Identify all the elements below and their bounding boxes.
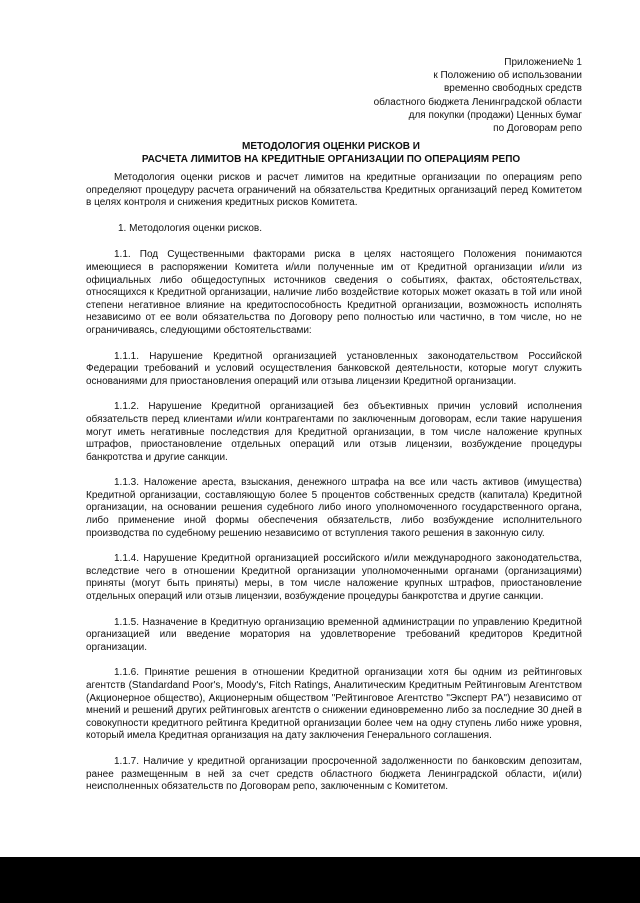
intro-paragraph: Методология оценки рисков и расчет лимитов на кредитные организации по операциям репо определяют процедуру расчета ограничений на обязательства Кредитных организаций перед Комитетом в целях контроля и снижения кредитных рисков Комитета. (86, 172, 582, 209)
title-line-1: МЕТОДОЛОГИЯ ОЦЕНКИ РИСКОВ И (242, 141, 420, 152)
paragraph-1-1-5: 1.1.5. Назначение в Кредитную организацию временной администрации по управлению Кредитной организацией или введение моратория на удовлетворение требований кредиторов Кредитной организации. (86, 616, 582, 653)
paragraph-1-1: 1.1. Под Существенными факторами риска в целях настоящего Положения понимаются имеющиеся в распоряжении Комитета и/или полученные им от Кредитной организации и/или из официальных либо общедоступных источников сведения о событиях, фактах, обстоятельствах, относящихся к Кредитной организации, наличие либо воздействие которых может оказать в той или иной степени негативное влияние на кредитоспособность Кредитной организации, возможность исполнять независимо от ее воли обязательства по Договору репо полностью или частично, в том числе, но не ограничиваясь, следующими обстоятельствами: (86, 249, 582, 336)
appendix-line: к Положению об использовании (433, 70, 582, 82)
appendix-line: для покупки (продажи) Ценных бумаг (408, 109, 582, 121)
document-body (86, 172, 582, 807)
paragraph-1-1-2: 1.1.2. Нарушение Кредитной организацией без объективных причин условий исполнения обязательств перед клиентами и/или контрагентами по заключенным договорам, если такие нарушения могут иметь негативные последствия для Кредитной организации, в том числе наложение крупных штрафов, приостановление отдельных операций или отзыв лицензии, возбуждение процедуры банкротства и другие санкции. (86, 401, 582, 463)
appendix-header (374, 56, 582, 135)
section-heading: 1. Методология оценки рисков. (118, 222, 262, 234)
paragraph-1-1-7: 1.1.7. Наличие у кредитной организации просроченной задолженности по банковским депозитам, ранее размещенным в ней за счет средств областного бюджета Ленинградской области, и(или) неисполненных обязательств по Договорам репо, заключенным с Комитетом. (86, 755, 582, 793)
title-line-2: РАСЧЕТА ЛИМИТОВ НА КРЕДИТНЫЕ ОРГАНИЗАЦИИ ПО ОПЕРАЦИЯМ РЕПО (141, 154, 521, 165)
paragraph-1-1-1: 1.1.1. Нарушение Кредитной организацией установленных законодательством Российской Федерации требований и условий осуществления банковской деятельности, которые могут служить основаниями для приостановления операций или отзыва лицензии Кредитной организации. (86, 350, 582, 387)
paragraph-1-1-6: 1.1.6. Принятие решения в отношении Кредитной организации хотя бы одним из рейтинговых агентств (Standardand Poor's, Moody's, Fitch Ratings, Аналитическим Кредитным Рейтинговым Агентством (Акционерное общество), Акционерным обществом "Рейтинговое Агентство "Эксперт РА") независимо от мнений и решений других рейтинговых агентств о снижении единовременно либо за последние 30 дней в совокупности кредитного рейтинга Кредитной организации более чем на одну ступень либо ниже уровня, который имела Кредитная организация на дату заключения Генерального соглашения. (86, 667, 582, 742)
appendix-line: временно свободных средств (443, 83, 582, 95)
scan-bottom-bar (0, 857, 640, 903)
appendix-line: по Договорам репо (493, 123, 582, 135)
appendix-line: Приложение№ 1 (504, 57, 582, 68)
appendix-line: областного бюджета Ленинградской области (373, 96, 582, 108)
paragraph-1-1-3: 1.1.3. Наложение ареста, взыскания, денежного штрафа на все или часть активов (имущества) Кредитной организации, составляющую более 5 процентов собственных средств (капитала) Кредитной организации, на основании решения судебного либо иного уполномоченного государственного органа, либо применение иной формы обеспечения обязательств, либо возбуждение исполнительного производства по судебному решению независимо от вступления такого решения в законную силу. (86, 477, 582, 539)
document-title (80, 140, 582, 166)
paragraph-1-1-4: 1.1.4. Нарушение Кредитной организацией российского и/или международного законодательства, вследствие чего в отношении Кредитной организации уполномоченными органами (организациями) приняты (могут быть приняты) меры, в том числе наложение крупных штрафов, приостановление отдельных операций или отзыв лицензии, возбуждение процедуры банкротства и другие санкции. (86, 553, 582, 603)
